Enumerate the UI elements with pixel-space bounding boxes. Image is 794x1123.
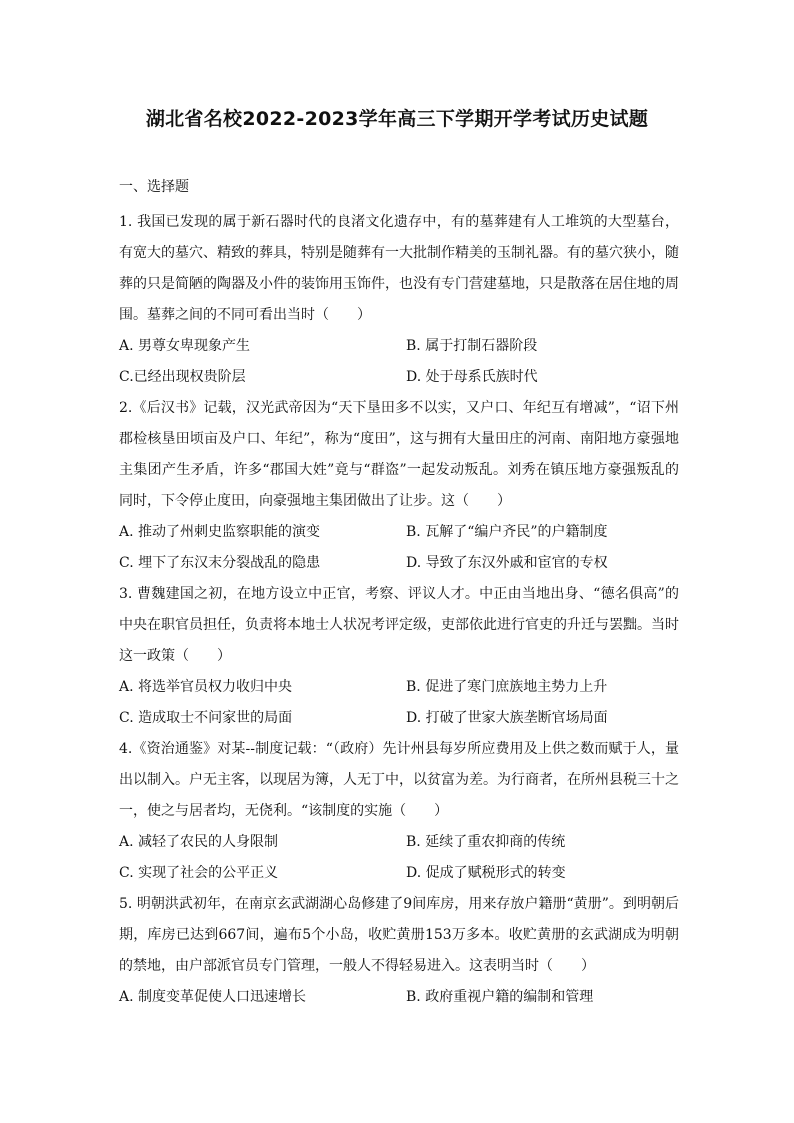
option-a: A. 制度变革促使人口迅速增长 — [119, 989, 307, 1005]
question-options — [119, 827, 679, 889]
option-d: D. 导致了东汉外戚和宦官的专权 — [406, 555, 608, 571]
option-b: B. 瓦解了“编户齐民”的户籍制度 — [406, 524, 608, 540]
option-b: B. 延续了重农抑商的传统 — [406, 834, 566, 850]
question-stem: 4.《资治通鉴》对某--制度记载：“（政府）先计州县每岁所应费用及上供之数而赋于人，量出以制入。户无主客，以现居为簿，人无丁中，以贫富为差。为行商者，在所州县税三十之一，使之与居者均，无侥利。“该制度的实施（ ） — [119, 741, 679, 819]
question-stem: 2.《后汉书》记载，汉光武帝因为“天下垦田多不以实，又户口、年纪互有增减”，“诏下州郡检核垦田顷亩及户口、年纪”，称为“度田”，这与拥有大量田庄的河南、南阳地方豪强地主集团产生矛盾，许多“郡国大姓”竟与“群盗”一起发动叛乱。刘秀在镇压地方豪强叛乱的同时，下令停止度田，向豪强地主集团做出了让步。这（ ） — [119, 400, 679, 509]
option-c: C.已经出现权贵阶层 — [119, 369, 246, 385]
option-d: D. 处于母系氏族时代 — [406, 369, 538, 385]
section-label: 一、选择题 — [119, 179, 189, 195]
question-options — [119, 982, 679, 1013]
option-a: A. 推动了州刺史监察职能的演变 — [119, 524, 321, 540]
option-c: C. 实现了社会的公平正义 — [119, 865, 279, 881]
exam-content — [119, 176, 679, 1013]
question-stem: 1. 我国已发现的属于新石器时代的良渚文化遗存中，有的墓葬建有人工堆筑的大型墓台，有宽大的墓穴、精致的葬具，特别是随葬有一大批制作精美的玉制礼器。有的墓穴狭小，随葬的只是简陋的陶器及小件的装饰用玉饰件，也没有专门营建墓地，只是散落在居住地的周围。墓葬之间的不同可看出当时（ ） — [119, 214, 679, 323]
question-options — [119, 331, 679, 393]
question-options — [119, 517, 679, 579]
option-a: A. 将选举官员权力收归中央 — [119, 679, 293, 695]
question-stem: 3. 曹魏建国之初，在地方设立中正官，考察、评议人才。中正由当地出身、“德名俱高”的中央在职官员担任，负责将本地士人状况考评定级，吏部依此进行官吏的升迁与罢黜。当时这一政策（ ） — [119, 586, 679, 664]
option-b: B. 属于打制石器阶段 — [406, 338, 538, 354]
option-a: A. 男尊女卑现象产生 — [119, 338, 251, 354]
option-d: D. 促成了赋税形式的转变 — [406, 865, 566, 881]
option-b: B. 促进了寒门庶族地主势力上升 — [406, 679, 608, 695]
question-options — [119, 672, 679, 734]
option-c: C. 埋下了东汉末分裂战乱的隐患 — [119, 555, 321, 571]
question-stem: 5. 明朝洪武初年，在南京玄武湖湖心岛修建了9间库房，用来存放户籍册“黄册”。到明朝后期，库房已达到667间，遍布5个小岛，收贮黄册153万多本。收贮黄册的玄武湖成为明朝的禁地，由户部派官员专门管理，一般人不得轻易进入。这表明当时（ ） — [119, 896, 679, 974]
option-d: D. 打破了世家大族垄断官场局面 — [406, 710, 608, 726]
option-b: B. 政府重视户籍的编制和管理 — [406, 989, 594, 1005]
page-title: 湖北省名校2022-2023学年高三下学期开学考试历史试题 — [145, 108, 649, 130]
option-a: A. 减轻了农民的人身限制 — [119, 834, 279, 850]
option-c: C. 造成取士不问家世的局面 — [119, 710, 293, 726]
